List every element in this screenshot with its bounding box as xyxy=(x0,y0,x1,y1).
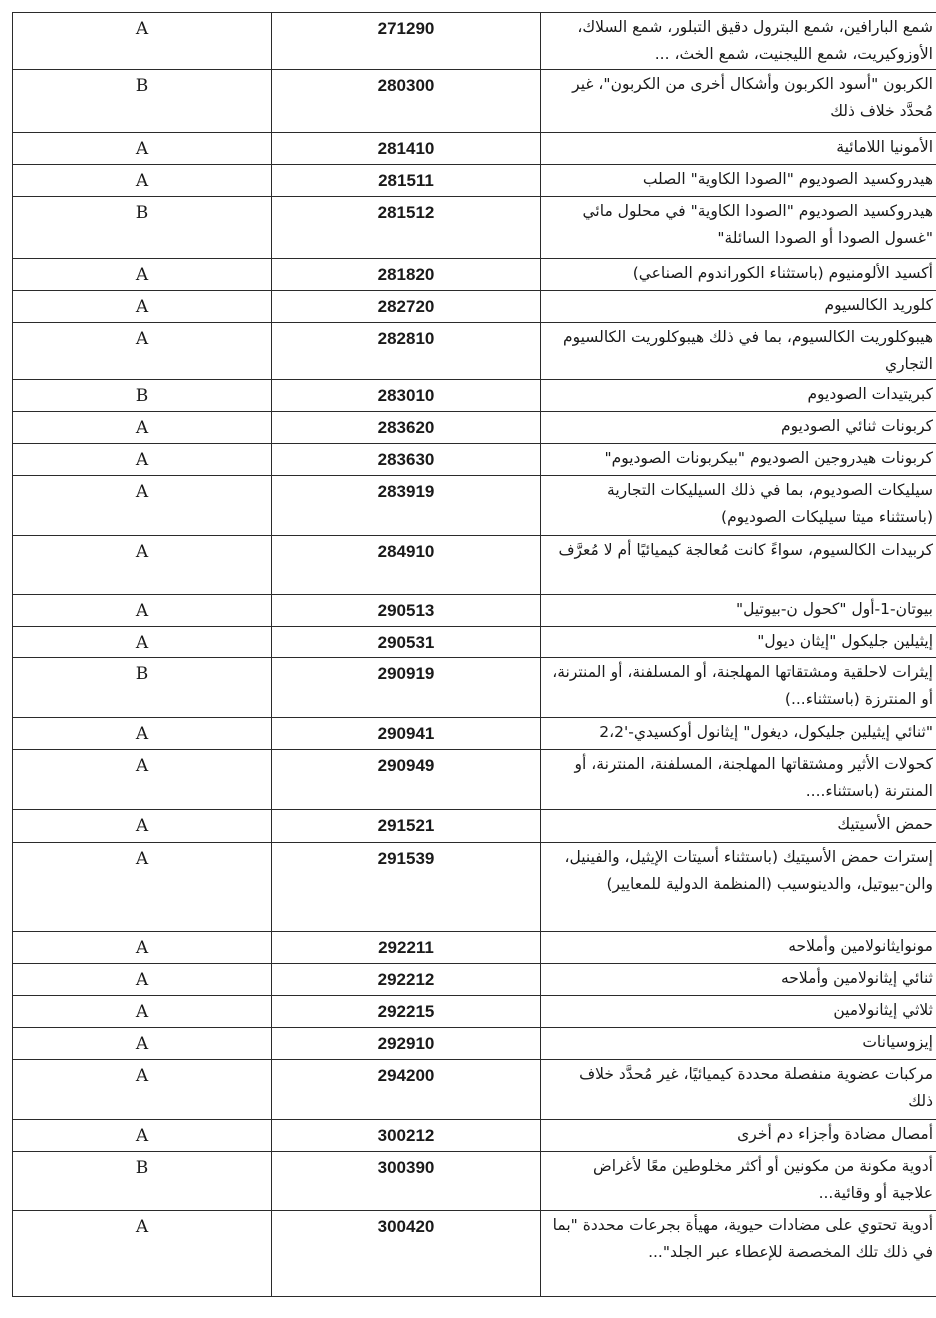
table-row xyxy=(13,165,936,197)
category-cell: A xyxy=(13,843,272,932)
category-cell: A xyxy=(13,536,272,595)
table-row xyxy=(13,70,936,133)
description-cell: إيثيلين جليكول "إيثان ديول" xyxy=(541,627,936,658)
category-cell: A xyxy=(13,627,272,658)
code-cell: 281511 xyxy=(272,165,541,197)
code-cell: 300212 xyxy=(272,1120,541,1152)
code-cell: 290949 xyxy=(272,750,541,810)
table-row xyxy=(13,1028,936,1060)
description-cell: "ثنائي إيثيلين جليكول، ديغول" إيثانول أوكسيدي-'2،2 xyxy=(541,718,936,750)
category-cell: B xyxy=(13,197,272,259)
category-cell: A xyxy=(13,996,272,1028)
description-cell: بيوتان-1-أول "كحول ن-بيوتيل" xyxy=(541,595,936,627)
table-row xyxy=(13,932,936,964)
category-cell: A xyxy=(13,1060,272,1120)
code-cell: 281410 xyxy=(272,133,541,165)
code-cell: 292212 xyxy=(272,964,541,996)
code-cell: 294200 xyxy=(272,1060,541,1120)
category-cell: B xyxy=(13,380,272,412)
code-cell: 283630 xyxy=(272,444,541,476)
description-cell: مونوايثانولامين وأملاحه xyxy=(541,932,936,964)
description-cell: كربونات ثنائي الصوديوم xyxy=(541,412,936,444)
description-cell: كربيدات الكالسيوم، سواءً كانت مُعالجة كيميائيًا أم لا مُعرَّف xyxy=(541,536,936,595)
code-cell: 291521 xyxy=(272,810,541,843)
category-cell: A xyxy=(13,1211,272,1297)
code-cell: 280300 xyxy=(272,70,541,133)
description-cell: الأمونيا اللامائية xyxy=(541,133,936,165)
category-cell: A xyxy=(13,718,272,750)
description-cell: إيزوسيانات xyxy=(541,1028,936,1060)
table-row xyxy=(13,412,936,444)
category-cell: A xyxy=(13,165,272,197)
description-cell: أكسيد الألومنيوم (باستثناء الكوراندوم الصناعي) xyxy=(541,259,936,291)
code-cell: 292910 xyxy=(272,1028,541,1060)
description-cell: الكربون "أسود الكربون وأشكال أخرى من الكربون"، غير مُحدَّد خلاف ذلك xyxy=(541,70,936,133)
code-cell: 292215 xyxy=(272,996,541,1028)
category-cell: B xyxy=(13,70,272,133)
code-cell: 282810 xyxy=(272,323,541,380)
category-cell: B xyxy=(13,1152,272,1211)
category-cell: A xyxy=(13,595,272,627)
table-row xyxy=(13,1211,936,1297)
description-cell: هيدروكسيد الصوديوم "الصودا الكاوية" في محلول مائي "غسول الصودا أو الصودا السائلة" xyxy=(541,197,936,259)
code-cell: 283010 xyxy=(272,380,541,412)
description-cell: كربونات هيدروجين الصوديوم "بيكربونات الصوديوم" xyxy=(541,444,936,476)
table-row xyxy=(13,536,936,595)
code-cell: 283620 xyxy=(272,412,541,444)
table-row xyxy=(13,380,936,412)
code-cell: 281512 xyxy=(272,197,541,259)
code-cell: 300390 xyxy=(272,1152,541,1211)
table-row xyxy=(13,658,936,718)
code-cell: 283919 xyxy=(272,476,541,536)
description-cell: كحولات الأثير ومشتقاتها المهلجنة، المسلفنة، المنترنة، أو المنترنة (باستثناء.... xyxy=(541,750,936,810)
category-cell: A xyxy=(13,964,272,996)
table-row xyxy=(13,291,936,323)
table-row xyxy=(13,595,936,627)
category-cell: A xyxy=(13,1120,272,1152)
table-row xyxy=(13,323,936,380)
table-row xyxy=(13,259,936,291)
code-cell: 290531 xyxy=(272,627,541,658)
code-cell: 292211 xyxy=(272,932,541,964)
table-row xyxy=(13,13,936,70)
description-cell: هيدروكسيد الصوديوم "الصودا الكاوية" الصلب xyxy=(541,165,936,197)
table-row xyxy=(13,718,936,750)
table-row xyxy=(13,750,936,810)
description-cell: كبريتيدات الصوديوم xyxy=(541,380,936,412)
category-cell: A xyxy=(13,750,272,810)
description-cell: سيليكات الصوديوم، بما في ذلك السيليكات التجارية (باستثناء ميتا سيليكات الصوديوم) xyxy=(541,476,936,536)
code-cell: 271290 xyxy=(272,13,541,70)
document-page xyxy=(12,12,933,1297)
description-cell: مركبات عضوية منفصلة محددة كيميائيًا، غير مُحدَّد خلاف ذلك xyxy=(541,1060,936,1120)
category-cell: A xyxy=(13,13,272,70)
description-cell: ثلاثي إيثانولامين xyxy=(541,996,936,1028)
description-cell: شمع البارافين، شمع البترول دقيق التبلور، شمع السلاك، الأوزوكيريت، شمع الليجنيت، شمع الخث، ... xyxy=(541,13,936,70)
description-cell: أدوية تحتوي على مضادات حيوية، مهيأة بجرعات محددة "بما في ذلك تلك المخصصة للإعطاء عبر الجلد"... xyxy=(541,1211,936,1297)
description-cell: أمصال مضادة وأجزاء دم أخرى xyxy=(541,1120,936,1152)
description-cell: إسترات حمض الأسيتيك (باستثناء أسيتات الإيثيل، والفينيل، والن-بيوتيل، والدينوسيب (المنظمة الدولية للمعايير) xyxy=(541,843,936,932)
description-cell: أدوية مكونة من مكونين أو أكثر مخلوطين معًا لأغراض علاجية أو وقائية... xyxy=(541,1152,936,1211)
code-cell: 290919 xyxy=(272,658,541,718)
category-cell: A xyxy=(13,810,272,843)
code-cell: 290941 xyxy=(272,718,541,750)
category-cell: A xyxy=(13,323,272,380)
category-cell: A xyxy=(13,444,272,476)
description-cell: هيبوكلوريت الكالسيوم، بما في ذلك هيبوكلوريت الكالسيوم التجاري xyxy=(541,323,936,380)
code-cell: 300420 xyxy=(272,1211,541,1297)
table-row xyxy=(13,1152,936,1211)
table-row xyxy=(13,197,936,259)
table-row xyxy=(13,133,936,165)
description-cell: كلوريد الكالسيوم xyxy=(541,291,936,323)
table-row xyxy=(13,1060,936,1120)
table-row xyxy=(13,444,936,476)
table-row xyxy=(13,476,936,536)
category-cell: A xyxy=(13,133,272,165)
description-cell: حمض الأسيتيك xyxy=(541,810,936,843)
code-cell: 281820 xyxy=(272,259,541,291)
code-cell: 290513 xyxy=(272,595,541,627)
category-cell: B xyxy=(13,658,272,718)
description-cell: ثنائي إيثانولامين وأملاحه xyxy=(541,964,936,996)
table-row xyxy=(13,627,936,658)
code-cell: 291539 xyxy=(272,843,541,932)
table-row xyxy=(13,996,936,1028)
code-cell: 282720 xyxy=(272,291,541,323)
table-row xyxy=(13,1120,936,1152)
table-row xyxy=(13,964,936,996)
category-cell: A xyxy=(13,476,272,536)
category-cell: A xyxy=(13,932,272,964)
code-cell: 284910 xyxy=(272,536,541,595)
category-cell: A xyxy=(13,259,272,291)
category-cell: A xyxy=(13,1028,272,1060)
table-body xyxy=(13,13,936,1297)
description-cell: إيثرات لاحلقية ومشتقاتها المهلجنة، أو المسلفنة، أو المنترنة، أو المنترزة (باستثناء...) xyxy=(541,658,936,718)
hs-code-table xyxy=(12,12,936,1297)
category-cell: A xyxy=(13,291,272,323)
category-cell: A xyxy=(13,412,272,444)
table-row xyxy=(13,843,936,932)
table-row xyxy=(13,810,936,843)
